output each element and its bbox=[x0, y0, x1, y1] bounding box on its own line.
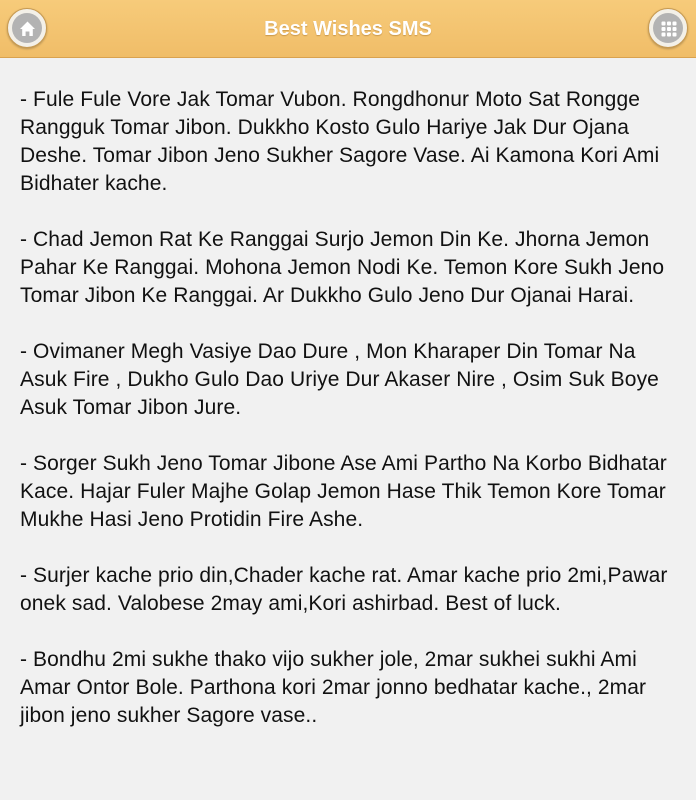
app-header bbox=[0, 0, 696, 58]
sms-message[interactable]: - Fule Fule Vore Jak Tomar Vubon. Rongdhonur Moto Sat Rongge Rangguk Tomar Jibon. Dukkho Kosto Gulo Hariye Jak Dur Ojana Deshe. Tomar Jibon Jeno Sukher Sagore Vase. Ai Kamona Kori Ami Bidhater kache. bbox=[20, 88, 660, 195]
menu-grid-button[interactable] bbox=[648, 8, 688, 48]
sms-message[interactable]: - Sorger Sukh Jeno Tomar Jibone Ase Ami Partho Na Korbo Bidhatar Kace. Hajar Fuler Majhe Golap Jemon Hase Thik Temon Kore Tomar Mukhe Hasi Jeno Protidin Fire Ashe. bbox=[20, 452, 667, 531]
grid-menu-icon bbox=[649, 9, 689, 49]
sms-list bbox=[20, 86, 680, 758]
sms-message[interactable]: - Surjer kache prio din,Chader kache rat. Amar kache prio 2mi,Pawar onek sad. Valobese 2may ami,Kori ashirbad. Best of luck. bbox=[20, 564, 668, 615]
sms-message[interactable]: - Chad Jemon Rat Ke Ranggai Surjo Jemon Din Ke. Jhorna Jemon Pahar Ke Ranggai. Mohona Jemon Nodi Ke. Temon Kore Sukh Jeno Tomar Jibon Ke Ranggai. Ar Dukkho Gulo Jeno Dur Ojanai Harai. bbox=[20, 228, 665, 307]
page-title: Best Wishes SMS bbox=[264, 18, 432, 40]
sms-message[interactable]: - Ovimaner Megh Vasiye Dao Dure , Mon Kharaper Din Tomar Na Asuk Fire , Dukho Gulo Dao Uriye Dur Akaser Nire , Osim Suk Boye Asuk Tomar Jibon Jure. bbox=[20, 340, 659, 419]
sms-message[interactable]: - Bondhu 2mi sukhe thako vijo sukher jole, 2mar sukhei sukhi Ami Amar Ontor Bole. Parthona kori 2mar jonno bedhatar kache., 2mar jibon jeno sukher Sagore vase.. bbox=[20, 648, 647, 727]
